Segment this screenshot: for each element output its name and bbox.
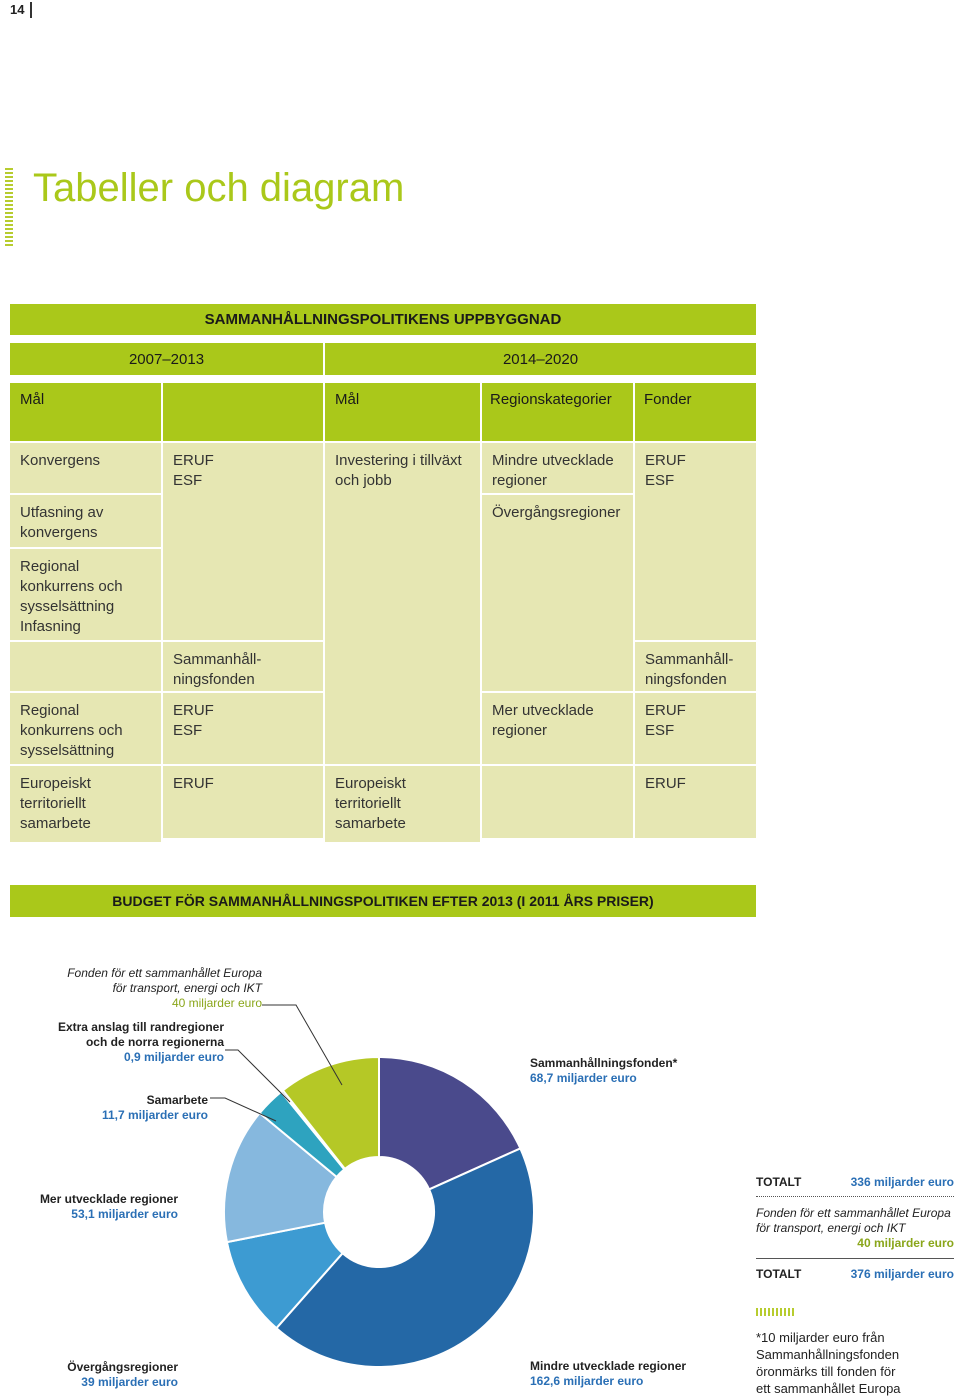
budget-title: BUDGET FÖR SAMMANHÅLLNINGSPOLITIKEN EFTER 2013 (I 2011 ÅRS PRISER) xyxy=(10,885,756,917)
totalt-1-label: TOTALT xyxy=(756,1175,802,1189)
totalt-2-value: 376 miljarder euro xyxy=(850,1267,954,1281)
cell-etc-old-fond: ERUF xyxy=(163,766,323,802)
label-cef-value: 40 miljarder euro xyxy=(171,996,262,1010)
donut-slices xyxy=(224,1057,534,1367)
totalt-1-value: 336 miljarder euro xyxy=(850,1175,954,1189)
label-mindre-line1: Mindre utvecklade regioner xyxy=(530,1359,687,1373)
totals-divider-dotted xyxy=(756,1196,954,1197)
period-old-header: 2007–2013 xyxy=(10,343,323,375)
label-sf-value: 68,7 miljarder euro xyxy=(530,1071,637,1085)
cell-konvergens-fonder: ERUF ESF xyxy=(163,443,323,499)
col-header-fonder: Fonder xyxy=(635,383,756,441)
label-mer-line1: Mer utvecklade regioner xyxy=(39,1192,178,1206)
cell-utfasning: Utfasning av konvergens xyxy=(10,495,161,551)
cell-etc-new-fond: ERUF xyxy=(635,766,756,802)
cell-investering: Investering i tillväxt och jobb xyxy=(325,443,480,499)
page-title: Tabeller och diagram xyxy=(33,166,405,210)
cell-etc-old: Europeiskt territoriellt samarbete xyxy=(10,766,161,842)
cell-sammanhallningsfonden-new: Sammanhåll- ningsfonden xyxy=(635,642,756,698)
label-samarbete-line1: Samarbete xyxy=(146,1093,208,1107)
totals-cef-value: 40 miljarder euro xyxy=(857,1236,954,1250)
totals-cef-line1: Fonden för ett sammanhållet Europa xyxy=(756,1206,951,1220)
col-header-mal-old: Mål xyxy=(10,383,161,441)
label-mindre-value: 162,6 miljarder euro xyxy=(530,1374,644,1388)
col-header-regionskategorier: Regionskategorier xyxy=(482,383,633,441)
label-cef-line2: för transport, energi och IKT xyxy=(112,981,262,995)
label-samarbete-value: 11,7 miljarder euro xyxy=(101,1108,208,1122)
totals-row-2 xyxy=(756,1267,954,1281)
cell-etc-new: Europeiskt territoriellt samarbete xyxy=(325,766,480,842)
cell-regional-fonder: ERUF ESF xyxy=(163,693,323,749)
cell-regional: Regional konkurrens och sysselsättning xyxy=(10,693,161,769)
cell-overgangsregioner: Övergångsregioner xyxy=(482,495,633,531)
cell-new-fonder-1: ERUF ESF xyxy=(635,443,756,499)
totals-cef xyxy=(756,1206,954,1251)
label-overgang-value: 39 miljarder euro xyxy=(81,1375,178,1389)
label-mer-value: 53,1 miljarder euro xyxy=(71,1207,178,1221)
cell-regional-infasning: Regional konkurrens och sysselsättning Infasning xyxy=(10,549,161,645)
totals-cef-line2: för transport, energi och IKT xyxy=(756,1221,906,1235)
cell-mer-utvecklade: Mer utvecklade regioner xyxy=(482,693,633,749)
cell-sammanhallningsfonden-old: Sammanhåll- ningsfonden xyxy=(163,642,323,698)
label-overgang xyxy=(40,1360,178,1390)
col-header-mal-new: Mål xyxy=(325,383,480,441)
label-extra xyxy=(20,1020,224,1065)
totalt-2-label: TOTALT xyxy=(756,1267,802,1281)
totals-row-1 xyxy=(756,1175,954,1189)
label-overgang-line1: Övergångsregioner xyxy=(67,1360,178,1374)
cell-new-fonder-2: ERUF ESF xyxy=(635,693,756,749)
label-extra-value: 0,9 miljarder euro xyxy=(123,1050,224,1064)
label-mer-utvecklade xyxy=(20,1192,178,1222)
totals-divider-solid xyxy=(756,1258,954,1259)
label-cef xyxy=(40,966,262,1011)
cell-konvergens: Konvergens xyxy=(10,443,161,479)
label-extra-line1: Extra anslag till randregioner xyxy=(57,1020,224,1034)
footnote: *10 miljarder euro från Sammanhållningsfonden öronmärks till fonden för ett sammanhållet Europa xyxy=(756,1330,901,1396)
label-samarbete xyxy=(60,1093,208,1123)
page-number: 14 xyxy=(10,2,25,17)
period-new-header: 2014–2020 xyxy=(325,343,756,375)
label-cef-line1: Fonden för ett sammanhållet Europa xyxy=(67,966,262,980)
structure-table-title: SAMMANHÅLLNINGSPOLITIKENS UPPBYGGNAD xyxy=(10,304,756,335)
label-mindre-utvecklade xyxy=(530,1359,720,1389)
label-extra-line2: och de norra regionerna xyxy=(85,1035,224,1049)
cell-mindre-utvecklade: Mindre utvecklade regioner xyxy=(482,443,633,499)
label-sammanhallningsfonden xyxy=(530,1056,730,1086)
label-sf-line1: Sammanhållningsfonden* xyxy=(530,1056,678,1070)
decorative-note-marks xyxy=(756,1308,794,1316)
